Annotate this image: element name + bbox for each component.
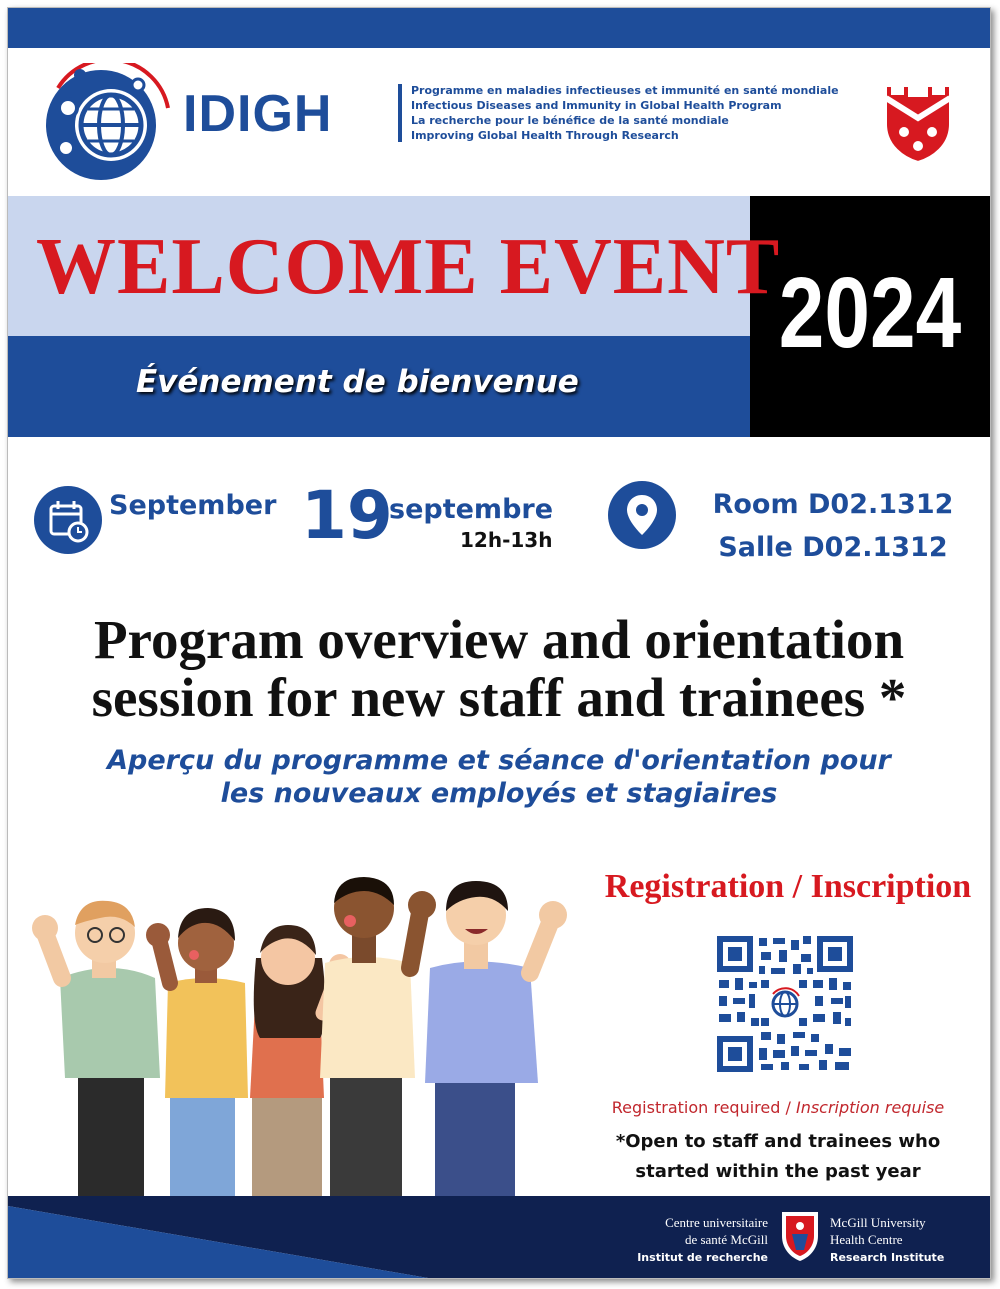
headline-fr-line: Aperçu du programme et séance d'orientation pour	[107, 745, 891, 776]
room-fr: Salle D02.1312	[718, 532, 948, 563]
registration-title: Registration / Inscription	[604, 868, 972, 905]
tagline-line: La recherche pour le bénéfice de la santé mondiale	[411, 114, 729, 127]
event-month-fr: septembre	[389, 494, 554, 525]
registration-required-note	[568, 1098, 988, 1117]
eligibility-note	[568, 1127, 988, 1187]
muhc-shield-logo-icon	[778, 1208, 822, 1264]
footer-line: Research Institute	[830, 1251, 945, 1264]
headline-line: session for new staff and trainees *	[91, 667, 907, 728]
event-location	[688, 483, 978, 569]
headline-fr-line: les nouveaux employés et stagiaires	[220, 778, 778, 809]
session-headline-fr	[8, 744, 990, 810]
event-time: 12h-13h	[460, 528, 553, 552]
eligibility-line: started within the past year	[635, 1161, 921, 1182]
event-month-en: September	[109, 490, 277, 521]
footer-muhc-en	[830, 1214, 944, 1266]
footer-line: Centre universitaire	[665, 1215, 768, 1230]
footer-muhc-fr	[608, 1214, 768, 1266]
registration-qr-code-icon[interactable]	[715, 934, 855, 1074]
tagline-line: Infectious Diseases and Immunity in Global Health Program	[411, 99, 782, 112]
footer-line: de santé McGill	[684, 1232, 768, 1247]
event-poster	[7, 7, 991, 1279]
program-tagline	[411, 83, 839, 143]
eligibility-line: *Open to staff and trainees who	[615, 1131, 941, 1152]
top-bar	[8, 8, 990, 48]
person-illustration-2	[146, 908, 248, 1198]
headline-line: Program overview and orientation	[93, 609, 905, 670]
footer-line: Health Centre	[830, 1232, 903, 1247]
brand-name: IDIGH	[183, 85, 333, 143]
brand-divider	[398, 84, 402, 142]
room-en: Room D02.1312	[712, 489, 954, 520]
waving-people-illustration	[20, 863, 595, 1198]
mcgill-crest-icon	[884, 84, 952, 164]
footer-line: Institut de recherche	[637, 1251, 768, 1264]
person-illustration-1	[32, 901, 160, 1198]
person-illustration-5	[425, 881, 567, 1198]
event-year: 2024	[778, 257, 962, 369]
tagline-line: Improving Global Health Through Research	[411, 129, 679, 142]
footer-line: McGill University	[830, 1215, 926, 1230]
event-day: 19	[301, 477, 393, 554]
session-headline	[8, 611, 990, 727]
tagline-line: Programme en maladies infectieuses et immunité en santé mondiale	[411, 84, 839, 97]
event-title: WELCOME EVENT	[36, 223, 781, 311]
person-illustration-4	[320, 877, 436, 1198]
idigh-globe-logo-icon	[28, 63, 183, 183]
calendar-icon	[34, 486, 102, 554]
location-pin-icon	[608, 481, 676, 549]
registration-required-en: Registration required /	[611, 1098, 791, 1117]
registration-required-fr: Inscription requise	[795, 1098, 945, 1117]
event-title-fr: Événement de bienvenue	[136, 364, 579, 400]
